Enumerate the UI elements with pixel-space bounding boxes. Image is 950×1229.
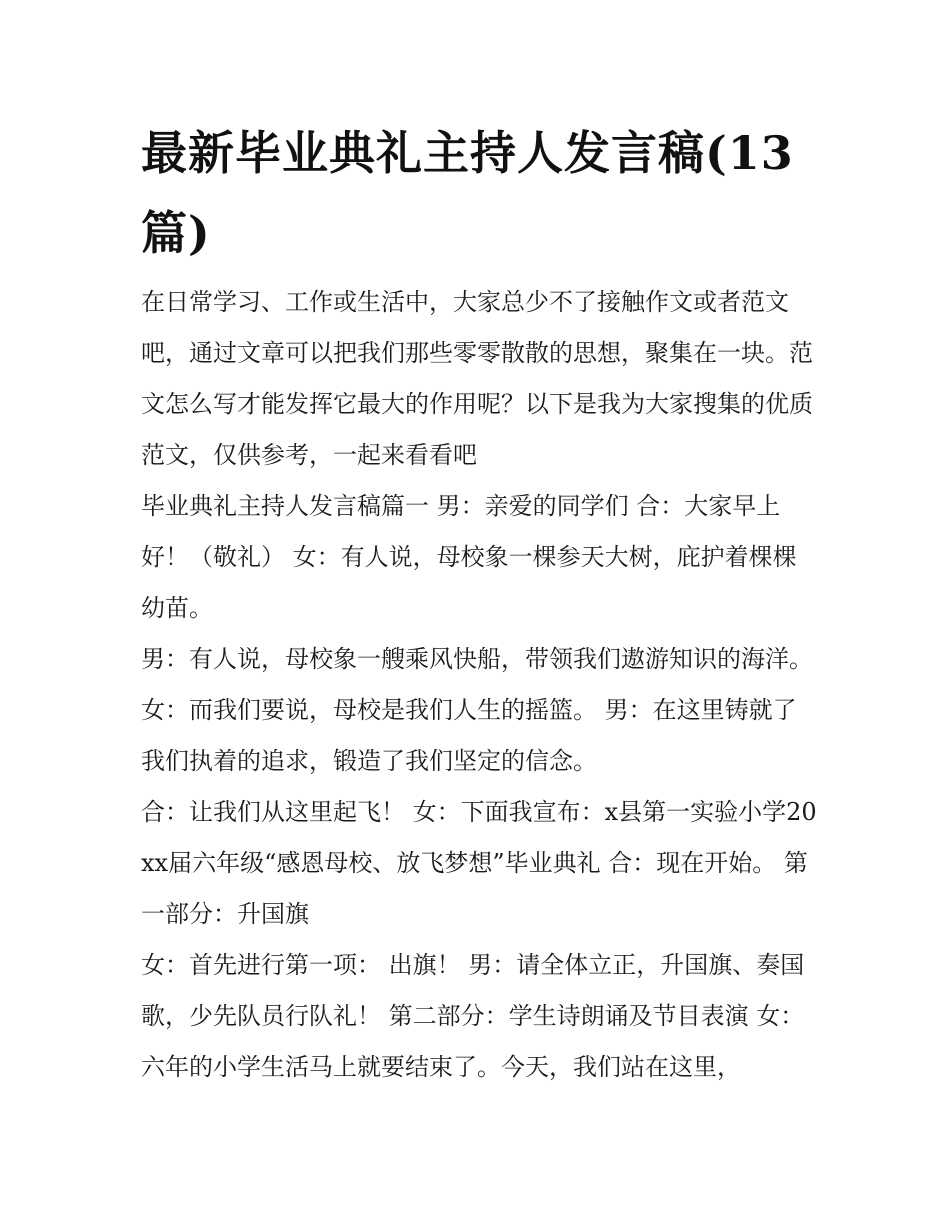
document-title: 最新毕业典礼主持人发言稿(13篇) — [141, 126, 794, 260]
paragraph-opening: 毕业典礼主持人发言稿篇一 男：亲爱的同学们 合：大家早上好！（敬礼） 女：有人说，母校象一棵参天大树，庇护着棵棵幼苗。 — [141, 492, 797, 622]
document-body — [141, 277, 817, 1093]
paragraph-announcement: 合：让我们从这里起飞！ 女：下面我宣布：x县第一实验小学20xx届六年级“感恩母校、放飞梦想”毕业典礼 合：现在开始。 第一部分：升国旗 — [141, 798, 817, 928]
paragraph-alma-mater: 男：有人说，母校象一艘乘风快船，带领我们遨游知识的海洋。 女：而我们要说，母校是我们人生的摇篮。 男：在这里铸就了我们执着的追求，锻造了我们坚定的信念。 — [141, 645, 813, 775]
paragraph-flag-ceremony: 女：首先进行第一项： 出旗！ 男：请全体立正，升国旗、奏国歌，少先队员行队礼！ 第二部分：学生诗朗诵及节目表演 女：六年的小学生活马上就要结束了。今天，我们站在这里， — [141, 951, 805, 1081]
paragraph-intro: 在日常学习、工作或生活中，大家总少不了接触作文或者范文吧，通过文章可以把我们那些零零散散的思想，聚集在一块。范文怎么写才能发挥它最大的作用呢？以下是我为大家搜集的优质范文，仅供参考，一起来看看吧 — [141, 288, 813, 469]
